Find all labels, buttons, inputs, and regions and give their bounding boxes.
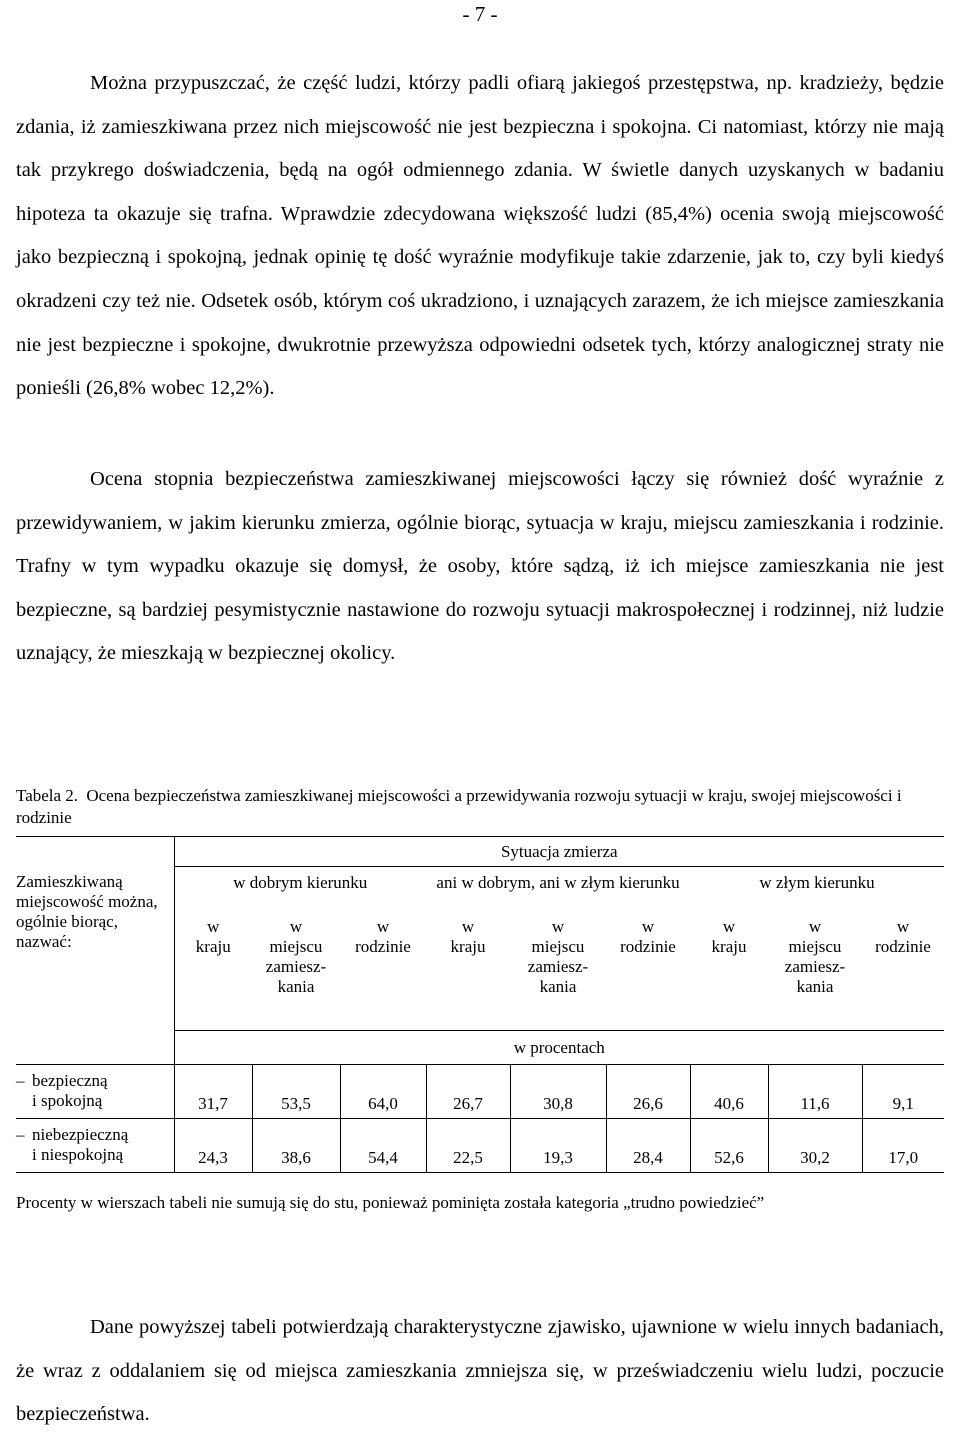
unit-row [16, 1031, 944, 1065]
value-cell: 38,6 [252, 1119, 340, 1173]
sub-header-cell [174, 917, 252, 1031]
value-cell: 31,7 [174, 1065, 252, 1119]
group-header-cell [426, 867, 690, 917]
dash-bullet: – [16, 1071, 25, 1090]
sub-header-cell [690, 917, 768, 1031]
value-cell: 54,4 [340, 1119, 426, 1173]
sub-header-text: rodzinie [355, 936, 411, 956]
sub-header-text: miejscu zamiesz-kania [265, 936, 327, 996]
paragraph-1: Można przypuszczać, że część ludzi, którzy padli ofiarą jakiegoś przestępstwa, np. kradzieży, będzie zdania, iż zamieszkiwana przez nich miejscowość nie jest bezpieczna i spokojna. Ci natomiast, którzy nie mają tak przykrego doświadczenia, będą na ogół odmiennego zdania. W świetle danych uzyskanych w badaniu hipoteza ta okazuje się trafna. Wprawdzie zdecydowana większość ludzi (85,4%) ocenia swoją miejscowość jako bezpieczną i spokojną, jednak opinię tę dość wyraźnie modyfikuje takie zdarzenie, jak to, czy byli kiedyś okradzeni czy też nie. Odsetek osób, którym coś ukradziono, i uznających zarazem, że ich miejsce zamieszkania nie jest bezpieczne i spokojne, dwukrotnie przewyższa odpowiedni odsetek tych, którzy analogicznej straty nie ponieśli (26,8% wobec 12,2%). [16, 72, 944, 400]
value-cell: 30,8 [510, 1065, 606, 1119]
header-row-top [16, 837, 944, 867]
sub-header-w: w [896, 916, 910, 936]
unit-label: w procentach [513, 1037, 605, 1057]
row-label-line2: i niespokojną [32, 1145, 124, 1164]
sub-header-text: rodzinie [620, 936, 676, 956]
top-header-text: Sytuacja zmierza [500, 841, 618, 861]
value-cell: 19,3 [510, 1119, 606, 1173]
sub-header-cell [340, 917, 426, 1031]
page-number: - 7 - [462, 2, 498, 26]
sub-header-w: w [808, 916, 822, 936]
value-cell: 26,7 [426, 1065, 510, 1119]
value-cell: 28,4 [606, 1119, 690, 1173]
sub-header-cell [252, 917, 340, 1031]
unit-label-cell [174, 1031, 944, 1065]
value-cell: 26,6 [606, 1065, 690, 1119]
value-cell: 11,6 [768, 1065, 862, 1119]
sub-header-cell [768, 917, 862, 1031]
row-label-line2: i spokojną [32, 1091, 103, 1110]
group-header-text: w złym kierunku [759, 873, 875, 892]
sub-header-cell [510, 917, 606, 1031]
sub-header-w: w [461, 916, 475, 936]
sub-header-w: w [289, 916, 303, 936]
paragraph-3: Dane powyższej tabeli potwierdzają charakterystyczne zjawisko, ujawnione w wielu innych badaniach, że wraz z oddalaniem się od miejsca zamieszkania zmniejsza się, w przeświadczeniu wielu ludzi, poczucie bezpieczeństwa. [16, 1316, 944, 1426]
value-cell: 17,0 [862, 1119, 944, 1173]
value-cell: 52,6 [690, 1119, 768, 1173]
sub-header-text: kraju [195, 936, 231, 956]
dash-bullet: – [16, 1125, 25, 1144]
sub-header-w: w [551, 916, 565, 936]
sub-header-w: w [207, 916, 220, 936]
group-header-cell [174, 867, 426, 917]
table-container [16, 836, 944, 1173]
value-cell: 9,1 [862, 1065, 944, 1119]
group-header-text: ani w dobrym, ani w złym kierunku [436, 873, 680, 892]
group-header-text: w dobrym kierunku [233, 873, 368, 892]
stub-header-cell [16, 837, 174, 1031]
table-row [16, 1065, 944, 1119]
sub-header-w: w [641, 916, 655, 936]
row-label-line1: bezpieczną [32, 1071, 108, 1090]
row-label-cell [16, 1065, 174, 1119]
sub-header-text: rodzinie [875, 936, 931, 956]
value-cell: 64,0 [340, 1065, 426, 1119]
table-row [16, 1119, 944, 1173]
value-cell: 30,2 [768, 1119, 862, 1173]
sub-header-text: kraju [711, 936, 747, 956]
value-cell: 53,5 [252, 1065, 340, 1119]
group-header-cell [690, 867, 944, 917]
table-caption [16, 785, 944, 829]
sub-header-w: w [376, 916, 390, 936]
sub-header-cell [606, 917, 690, 1031]
stub-header-text: Zamieszkiwaną miejscowość można, ogólnie biorąc, nazwać: [16, 872, 158, 951]
sub-header-text: miejscu zamiesz-kania [784, 936, 846, 996]
sub-header-w: w [722, 916, 736, 936]
table-footnote: Procenty w wierszach tabeli nie sumują się do stu, ponieważ pominięta została kategoria „trudno powiedzieć” [16, 1193, 765, 1212]
data-table [16, 836, 944, 1173]
row-label-line1: niebezpieczną [32, 1125, 129, 1144]
table-caption-label: Tabela 2. [16, 786, 79, 805]
top-header-cell [174, 837, 944, 867]
table-caption-text: Ocena bezpieczeństwa zamieszkiwanej miejscowości a przewidywania rozwoju sytuacji w kraju, swojej miejscowości i rodzinie [16, 786, 902, 827]
sub-header-text: miejscu zamiesz-kania [527, 936, 589, 996]
value-cell: 24,3 [174, 1119, 252, 1173]
paragraph-2: Ocena stopnia bezpieczeństwa zamieszkiwanej miejscowości łączy się również dość wyraźnie z przewidywaniem, w jakim kierunku zmierza, ogólnie biorąc, sytuacja w kraju, miejscu zamieszkania i rodzinie. Trafny w tym wypadku okazuje się domysł, że osoby, które sądzą, iż ich miejsce zamieszkania nie jest bezpieczne, są bardziej pesymistycznie nastawione do rozwoju sytuacji makrospołecznej i rodzinnej, niż ludzie uznający, że mieszkają w bezpiecznej okolicy. [16, 468, 944, 665]
value-cell: 40,6 [690, 1065, 768, 1119]
value-cell: 22,5 [426, 1119, 510, 1173]
sub-header-cell [862, 917, 944, 1031]
row-label-cell [16, 1119, 174, 1173]
sub-header-cell [426, 917, 510, 1031]
sub-header-text: kraju [450, 936, 486, 956]
stub-empty-cell [16, 1031, 174, 1065]
